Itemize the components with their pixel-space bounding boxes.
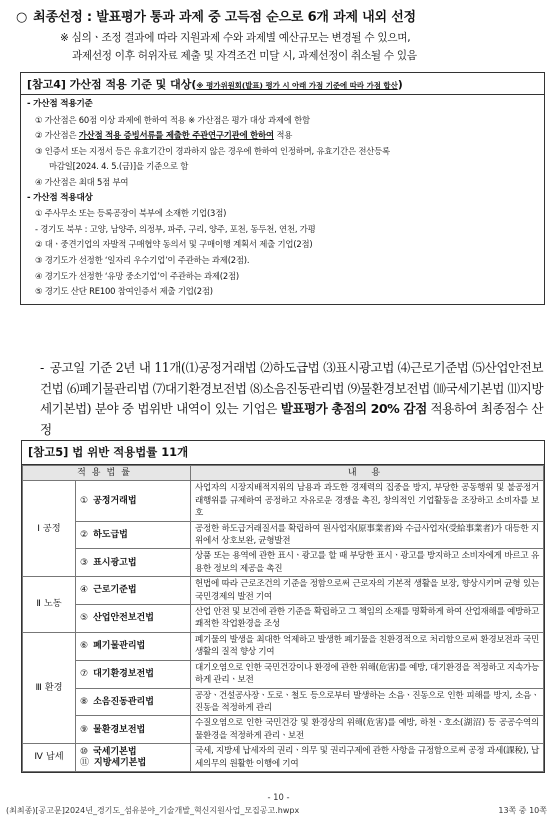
criteria-item-cont: 마감일[2024. 4. 5.(금)]을 기준으로 함 (49, 161, 189, 172)
table-row: Ⅰ 공정 ① 공정거래법 사업자의 시장지배적지위의 남용과 과도한 경제력의 집중을 방지, 부당한 공동행위 및 불공정거래행위를 규제하여 공정하고 자유로운 경쟁을 촉진, 창의적인 기업활동을 조장하고 소비자를 보호 (23, 481, 544, 521)
law-table-header (23, 466, 544, 481)
col-law: 적용법률 (23, 466, 191, 481)
category-fair: Ⅰ 공정 (23, 481, 76, 577)
criteria-item: ① 가산점은 60점 이상 과제에 한하여 적용 ※ 가산점은 평가 대상 과제에 한함 (35, 114, 310, 125)
table-row: Ⅲ 환경 ⑥ 폐기물관리법 폐기물의 발생을 최대한 억제하고 발생한 폐기물을 친환경적으로 처리함으로써 환경보전과 국민생활의 질적 향상 기여 (23, 632, 544, 660)
selection-note-2: 과제선정 이후 허위자료 제출 및 자격조건 미달 시, 과제선정이 취소될 수 있음 (72, 50, 417, 62)
targets-heading: - 가산점 적용대상 (27, 192, 93, 203)
circle-bullet: ○ (16, 10, 28, 25)
target-subitem: - 경기도 북부 : 고양, 남양주, 의정부, 파주, 구리, 양주, 포천, 동두천, 연천, 가평 (35, 223, 316, 234)
final-selection (16, 6, 545, 25)
target-item: ① 주사무소 또는 등록공장이 북부에 소재한 기업(3점) (35, 208, 227, 219)
bonus-points-title-note: ※ 평가위원회(발표) 평가 시 아래 가점 기준에 따라 가점 합산 (196, 81, 398, 90)
final-selection-label: 최종선정 (33, 10, 83, 25)
selection-note-1: ※ 심의ㆍ조정 결과에 따라 지원과제 수와 과제별 예산규모는 변경될 수 있으며, (60, 32, 411, 44)
bonus-points-box (20, 72, 545, 305)
table-row: Ⅱ 노동 ④ 근로기준법 헌법에 따라 근로조건의 기준을 정함으로써 근로자의 기본적 생활을 보장, 향상시키며 균형 있는 국민경제의 발전 기여 (23, 577, 544, 605)
table-row: ⑦ 대기환경보전법 대기오염으로 인한 국민건강이나 환경에 관한 위해(危害)를 예방, 대기환경을 적정하고 지속가능하게 관리ㆍ보전 (23, 660, 544, 688)
table-row: ⑨ 물환경보전법 수질오염으로 인한 국민건강 및 환경상의 위해(危害)를 예방, 하천ㆍ호소(湖沼) 등 공공수역의 물환경을 적정하게 관리ㆍ보전 (23, 716, 544, 744)
category-env: Ⅲ 환경 (23, 632, 76, 743)
target-item: ⑤ 경기도 산단 RE100 참여인증서 제출 기업(2점) (35, 286, 213, 297)
page-number: - 10 - (267, 792, 290, 802)
criteria-item: ③ 인증서 또는 지정서 등은 유효기간이 경과하지 않은 경우에 한하여 인정하며, 유효기간은 전산등록 (35, 145, 390, 156)
category-tax: Ⅳ 납세 (23, 744, 76, 772)
page-count: 13쪽 중 10쪽 (498, 806, 547, 815)
penalty-paragraph: - 공고일 기준 2년 내 11개(⑴공정거래법 ⑵하도급법 ⑶표시광고법 ⑷근로기준법 ⑸산업안전보건법 ⑹폐기물관리법 ⑺대기환경보전법 ⑻소음진동관리법 ⑼물환경보전법 ⑽국세기본법 ⑾지방세기본법) 분야 중 법위반 내역이 있는 기업은 발표평가 총점의 20% 감점 적용하여 최종점수 산정 (40, 360, 543, 437)
table-row: ⑧ 소음진동관리법 공장ㆍ건설공사장ㆍ도로ㆍ철도 등으로부터 발생하는 소음ㆍ진동으로 인한 피해를 방지, 소음ㆍ진동을 적정하게 관리 (23, 688, 544, 716)
table-row: ② 하도급법 공정한 하도급거래질서를 확립하여 원사업자(原事業者)와 수급사업자(受給事業者)가 대등한 지위에서 상호보완, 균형발전 (23, 521, 544, 549)
criteria-item: ② 가산점은 가산점 적용 증빙서류를 제출한 주관연구기관에 한하여 적용 (35, 130, 293, 141)
penalty-emphasis: 발표평가 총점의 20% 감점 (280, 401, 427, 417)
target-item: ④ 경기도가 선정한 ‘유망 중소기업’이 주관하는 과제(2점) (35, 270, 239, 281)
file-name: (최최종)[공고문]2024년_경기도_섬유분야_기술개발_혁신지원사업_모집공고.hwpx (6, 806, 300, 815)
target-item: ③ 경기도가 선정한 ‘일자리 우수기업’이 주관하는 과제(2점). (35, 254, 250, 265)
final-selection-text: 발표평가 통과 과제 중 고득점 순으로 6개 과제 내외 선정 (96, 10, 416, 25)
law-violation-box (21, 440, 545, 773)
category-labor: Ⅱ 노동 (23, 577, 76, 633)
criteria-item: ④ 가산점은 최대 5점 부여 (35, 176, 129, 187)
target-item: ② 대ㆍ중견기업의 자발적 구매협약 동의서 및 구매이행 계획서 제출 기업(2점) (35, 239, 313, 250)
table-row: ③ 표시광고법 상품 또는 용역에 관한 표시ㆍ광고를 할 때 부당한 표시ㆍ광고를 방지하고 소비자에게 바르고 유용한 정보의 제공을 촉진 (23, 549, 544, 577)
table-row: ⑤ 산업안전보건법 산업 안전 및 보건에 관한 기준을 확립하고 그 책임의 소재를 명확하게 하여 산업재해를 예방하고 쾌적한 작업환경을 조성 (23, 605, 544, 633)
bonus-points-title: [참고4] 가산점 적용 기준 및 대상(※ 평가위원회(발표) 평가 시 아래 가점 기준에 따라 가점 합산) (21, 76, 544, 95)
criteria-heading: - 가산점 적용기준 (27, 99, 93, 109)
law-table (22, 465, 544, 772)
table-row: Ⅳ 납세 ⑩ 국세기본법 ⑪ 지방세기본법 국세, 지방세 납세자의 권리ㆍ의무 및 권리구제에 관한 사항을 규정함으로써 공정 과세(課稅), 납세의무의 원활한 이행에 기여 (23, 744, 544, 772)
colon: : (86, 10, 92, 25)
col-content: 내 용 (191, 466, 544, 481)
law-violation-title: [참고5] 법 위반 적용법률 11개 (22, 441, 544, 465)
